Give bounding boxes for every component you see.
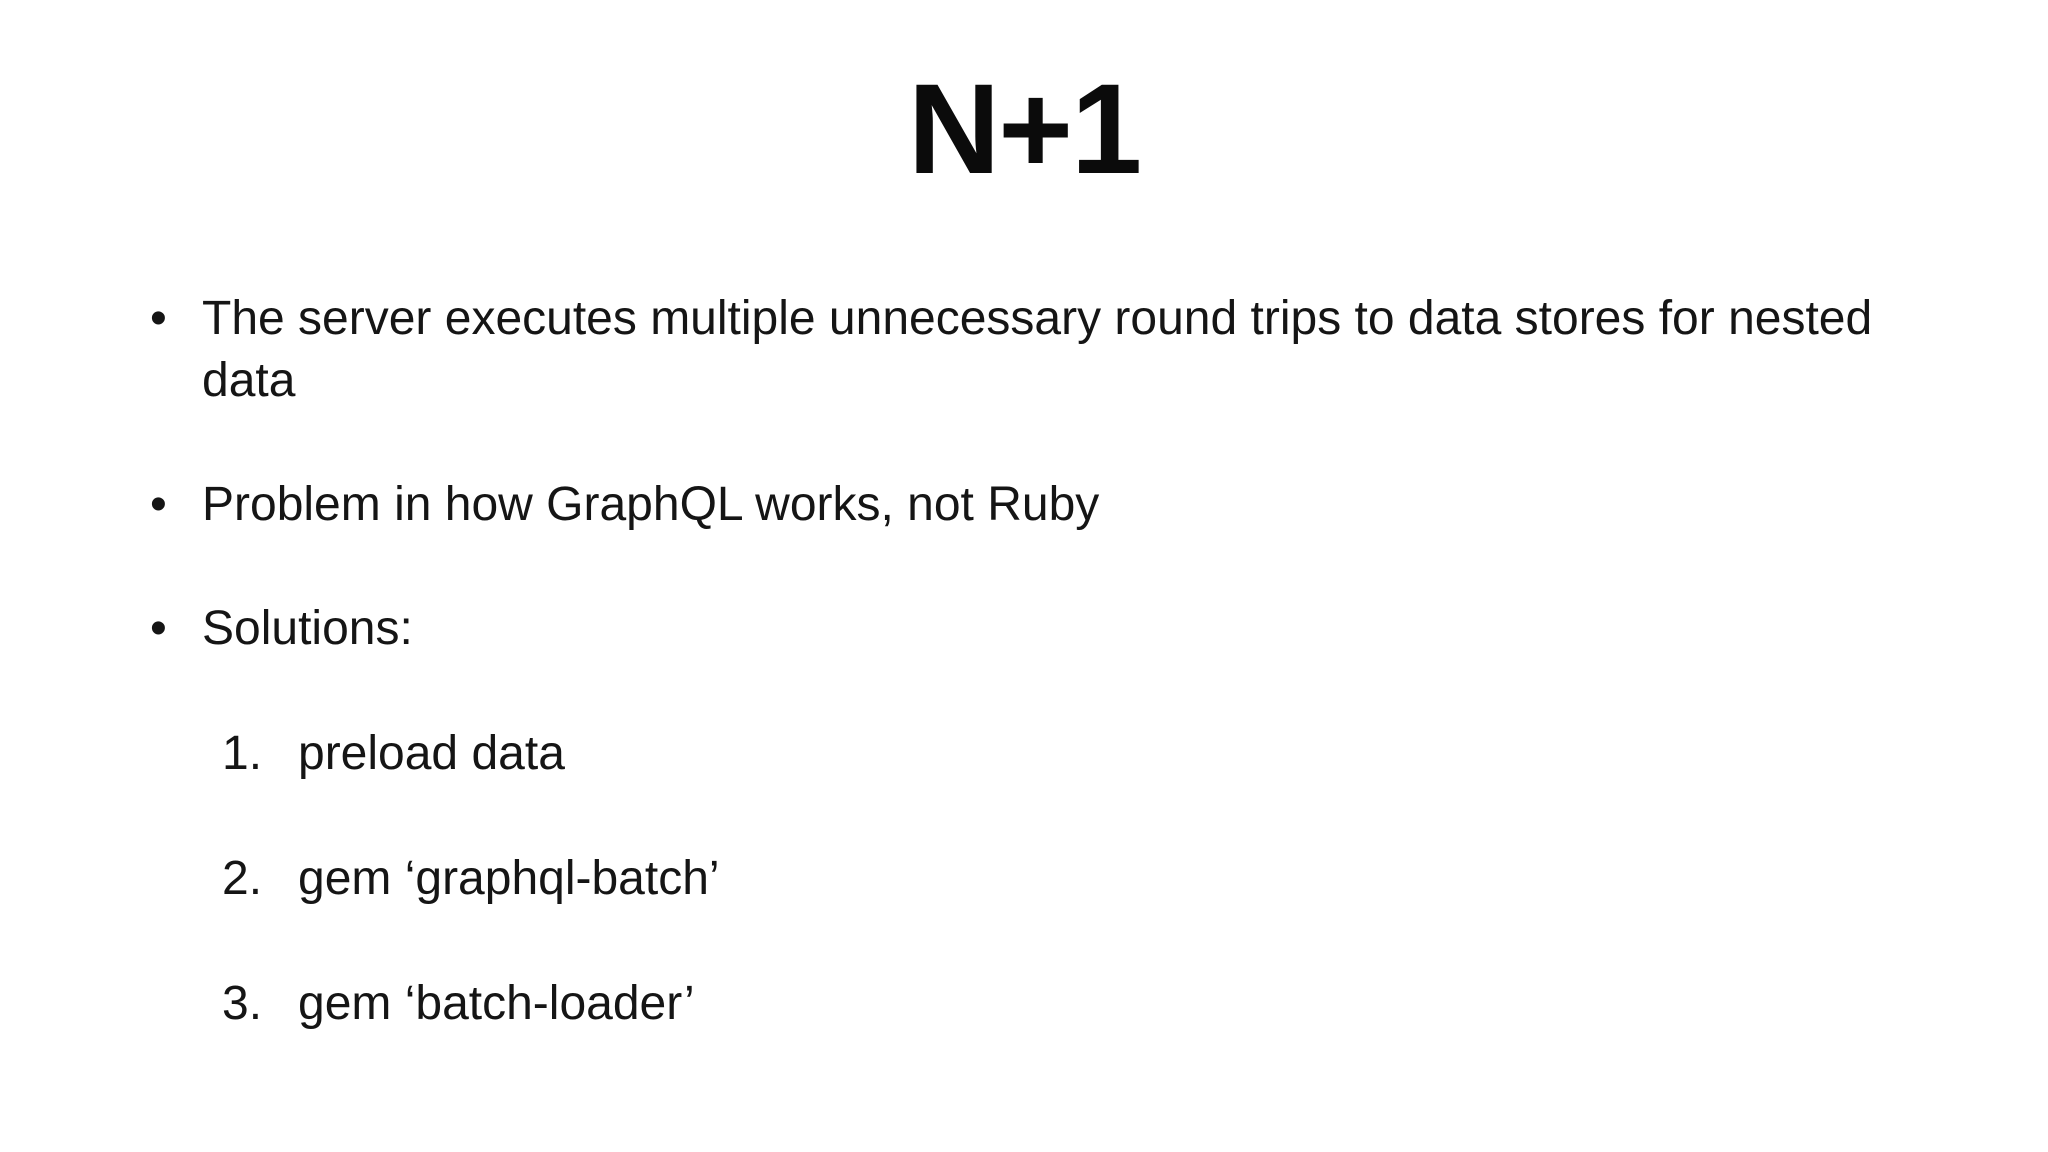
bullet-text: Problem in how GraphQL works, not Ruby bbox=[202, 478, 1100, 531]
solution-number: 3. bbox=[222, 977, 263, 1030]
bullet-text: The server executes multiple unnecessary round trips to data stores for nested data bbox=[202, 292, 1873, 407]
solution-text: gem ‘graphql-batch’ bbox=[298, 852, 720, 905]
slide-title: N+1 bbox=[907, 58, 1141, 201]
solution-text: gem ‘batch-loader’ bbox=[298, 977, 695, 1030]
bullet-text: Solutions: bbox=[202, 602, 413, 655]
solution-number: 2. bbox=[222, 852, 263, 905]
bullet-marker: • bbox=[150, 292, 167, 345]
solution-text: preload data bbox=[298, 727, 565, 780]
bullet-marker: • bbox=[150, 602, 167, 655]
solution-number: 1. bbox=[222, 727, 263, 780]
bullet-marker: • bbox=[150, 478, 167, 531]
